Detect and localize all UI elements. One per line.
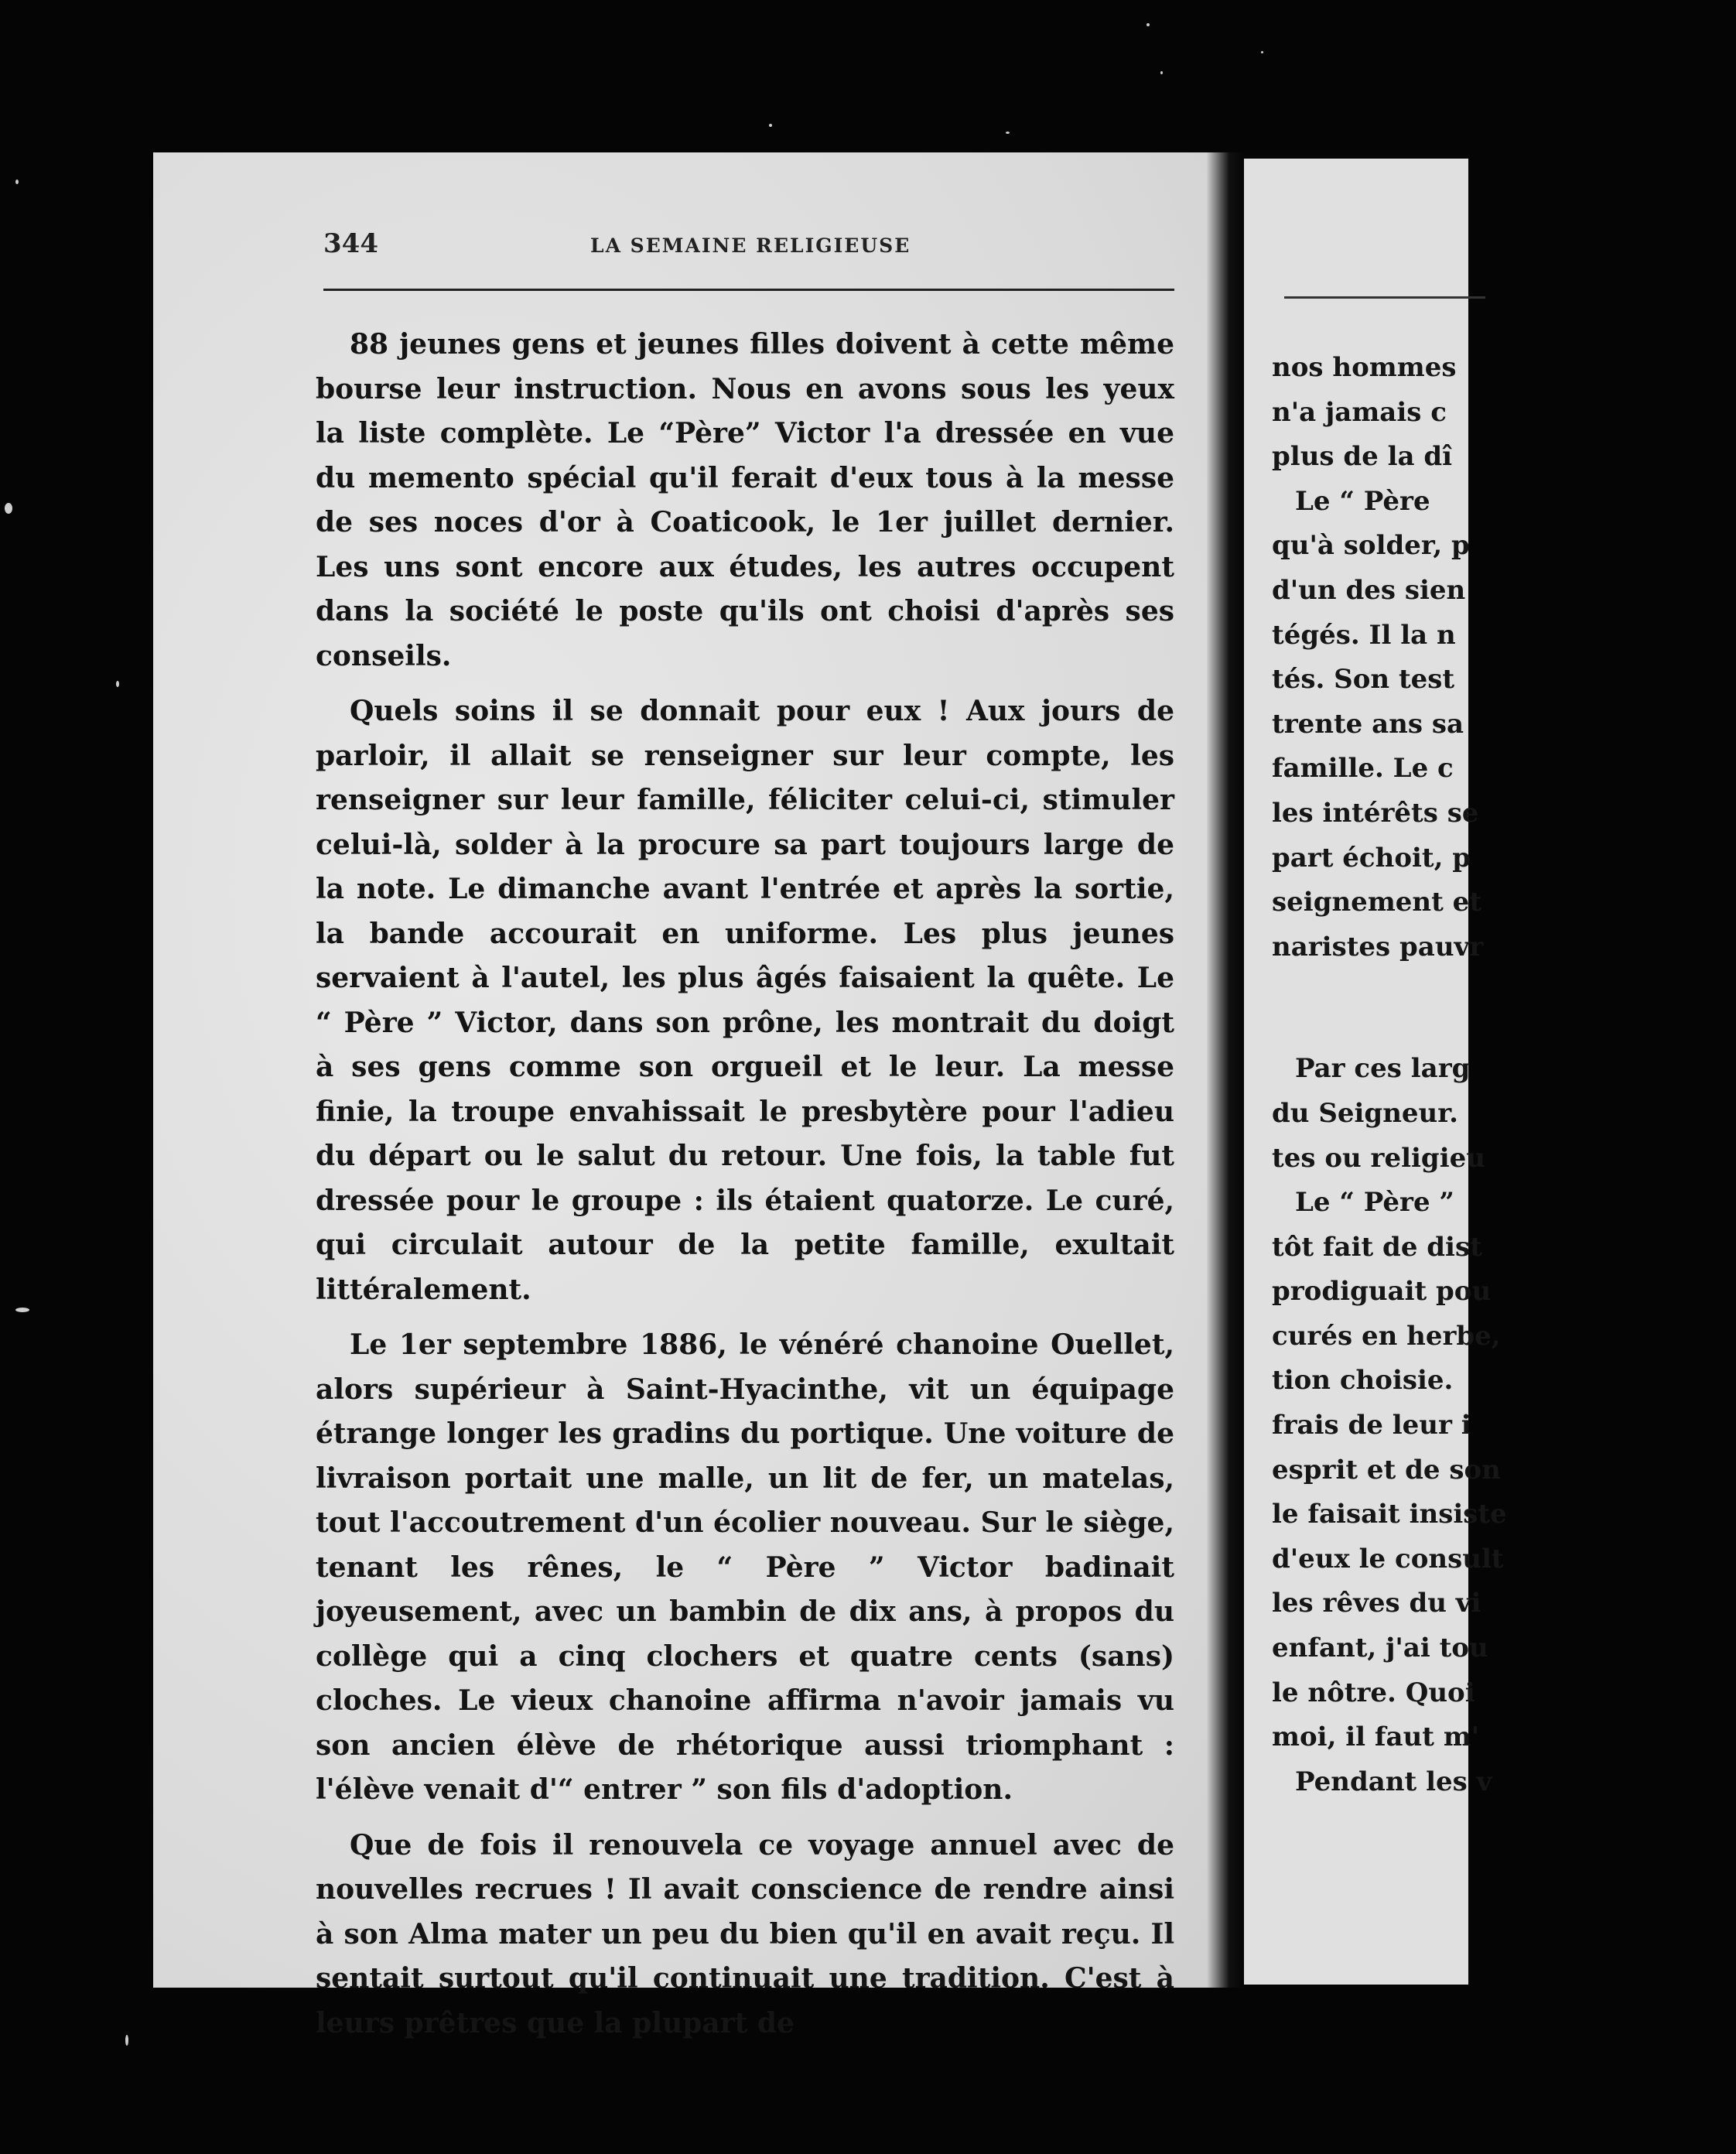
right-line: tés. Son test bbox=[1272, 664, 1455, 696]
paragraph-3: Le 1er septembre 1886, le vénéré chanoine Ouellet, alors supérieur à Saint-Hyacinthe, vit un équipage étrange longer les gradins du portique. Une voiture de livraison portait une malle, un lit de fer, un matelas, tout l'accoutrement d'un écolier nouveau. Sur le siège, tenant les rênes, le “ Père ” Victor badinait joyeusement, avec un bambin de dix ans, à propos du collège qui a cinq clochers et quatre cents (sans) cloches. Le vieux chanoine affirma n'avoir jamais vu son ancien élève de rhétorique aussi triomphant : l'élève venait d'“ entrer ” son fils d'adoption. bbox=[316, 1328, 1174, 1806]
right-line: enfant, j'ai tou bbox=[1272, 1633, 1488, 1664]
right-line: Le “ Père bbox=[1295, 485, 1430, 517]
journal-title: LA SEMAINE RELIGIEUSE bbox=[590, 234, 911, 257]
right-line: plus de la dî bbox=[1272, 441, 1453, 473]
right-line: esprit et de son bbox=[1272, 1454, 1501, 1486]
right-line: trente ans sa bbox=[1272, 708, 1464, 740]
right-line: le faisait insiste bbox=[1272, 1499, 1507, 1530]
right-line: curés en herbe, bbox=[1272, 1320, 1501, 1352]
right-line: le nôtre. Quoi bbox=[1272, 1677, 1475, 1708]
paragraph-4: Que de fois il renouvela ce voyage annuel avec de nouvelles recrues ! Il avait conscience de rendre ainsi à son Alma mater un peu du bien qu'il en avait reçu. Il sentait surtout qu'il continuait une tradition. C'est à leurs prêtres que la plupart de bbox=[316, 1828, 1174, 2039]
header-rule-right bbox=[1284, 296, 1485, 299]
right-line: qu'à solder, p bbox=[1272, 530, 1470, 562]
book-gutter bbox=[1207, 152, 1244, 1988]
right-line: Pendant les v bbox=[1295, 1766, 1492, 1797]
right-line: naristes pauvr bbox=[1272, 931, 1484, 962]
right-page bbox=[1244, 159, 1507, 1985]
paragraph-2: Quels soins il se donnait pour eux ! Aux jours de parloir, il allait se renseigner sur leur compte, les renseigner sur leur famille, féliciter celui-ci, stimuler celui-là, solder à la procure sa part toujours large de la note. Le dimanche avant l'entrée et après la sortie, la bande accourait en uniforme. Les plus jeunes servaient à l'autel, les plus âgés faisaient la quête. Le “ Père ” Victor, dans son prône, les montrait du doigt à ses gens comme son orgueil et le leur. La messe finie, la troupe envahissait le presbytère pour l'adieu du départ ou le salut du retour. Une fois, la table fut dressée pour le groupe : ils étaient quatorze. Le curé, qui circulait autour de la petite famille, exultait littéralement. bbox=[316, 695, 1174, 1306]
right-line: n'a jamais c bbox=[1272, 396, 1447, 428]
right-line: tes ou religieu bbox=[1272, 1142, 1485, 1174]
right-line: du Seigneur. bbox=[1272, 1097, 1458, 1129]
page-number: 344 bbox=[323, 228, 378, 259]
section-gap bbox=[1272, 969, 1736, 1047]
right-line: nos hommes bbox=[1272, 352, 1457, 383]
header-rule bbox=[323, 289, 1174, 291]
right-line: tion choisie. bbox=[1272, 1365, 1454, 1397]
right-line: prodiguait pou bbox=[1272, 1276, 1492, 1308]
right-line: tégés. Il la n bbox=[1272, 619, 1456, 651]
right-line: d'eux le consult bbox=[1272, 1543, 1504, 1574]
paragraph-1: 88 jeunes gens et jeunes filles doivent à cette même bourse leur instruction. Nous en avons sous les yeux la liste complète. Le “Père” Victor l'a dressée en vue du memento spécial qu'il ferait d'eux tous à la messe de ses noces d'or à Coaticook, le 1er juillet dernier. Les uns sont encore aux études, les autres occupent dans la société le poste qu'ils ont choisi d'après ses conseils. bbox=[316, 328, 1174, 672]
right-line: Le “ Père ” bbox=[1295, 1187, 1454, 1219]
left-page bbox=[153, 152, 1222, 2039]
right-line: les intérêts se bbox=[1272, 797, 1479, 829]
right-line: frais de leur i bbox=[1272, 1410, 1471, 1441]
right-line: famille. Le c bbox=[1272, 753, 1454, 785]
right-line: Par ces larg bbox=[1295, 1053, 1471, 1085]
right-page-text bbox=[1272, 346, 1736, 1804]
right-line: moi, il faut m' bbox=[1272, 1721, 1480, 1753]
right-line: seignement et bbox=[1272, 887, 1482, 918]
running-head bbox=[323, 228, 1329, 275]
right-line: les rêves du vi bbox=[1272, 1588, 1481, 1619]
right-line: part échoit, p bbox=[1272, 842, 1471, 874]
right-line: d'un des sien bbox=[1272, 574, 1466, 606]
right-line: tôt fait de dist bbox=[1272, 1231, 1482, 1263]
article-body bbox=[316, 323, 1174, 2046]
